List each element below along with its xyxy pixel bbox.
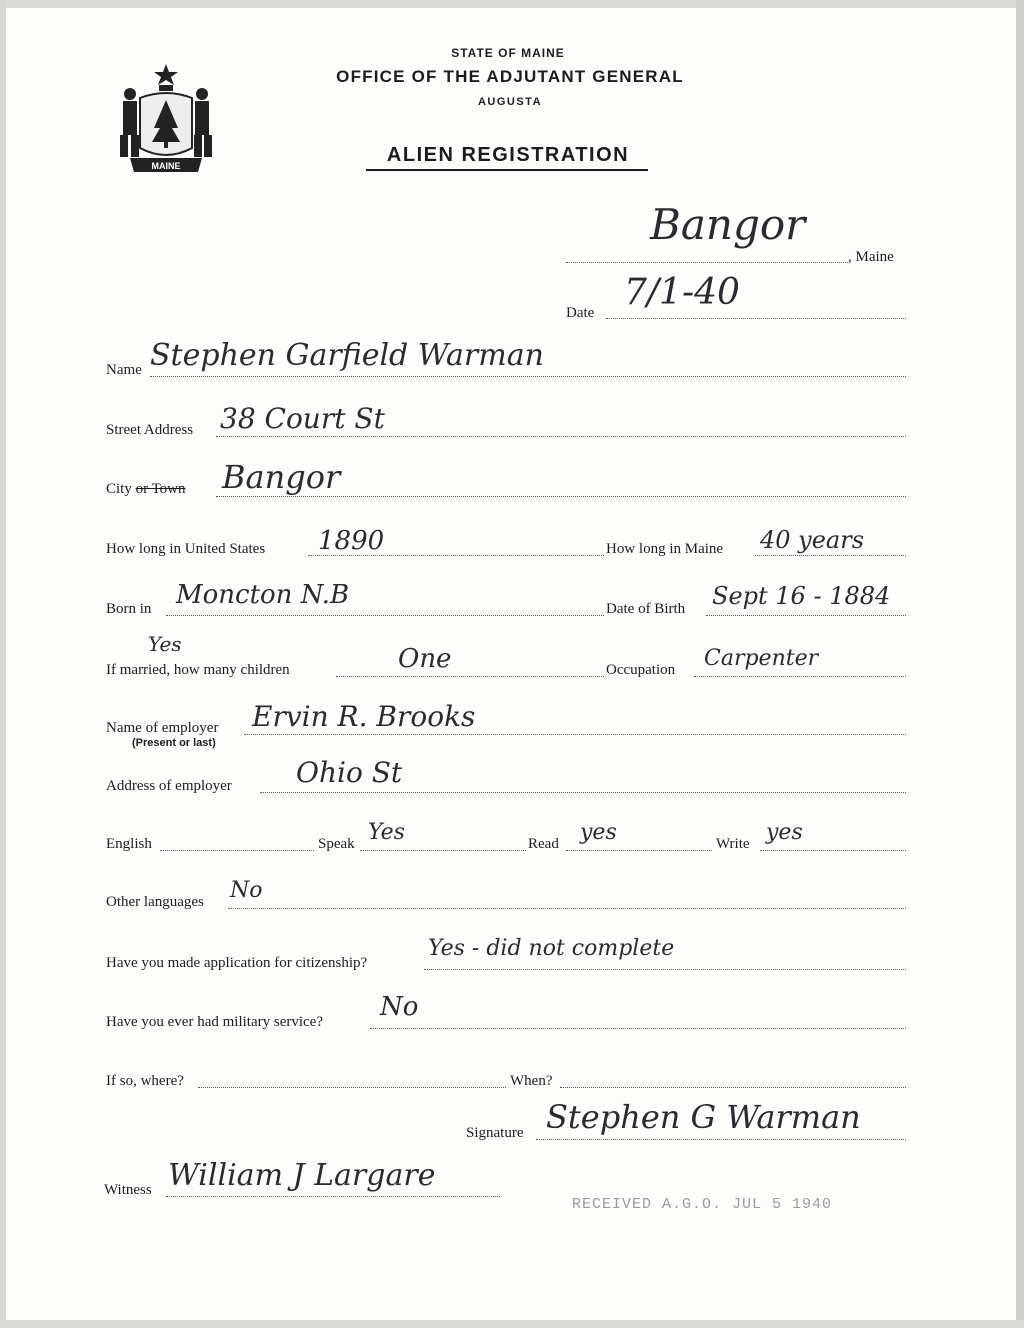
citizenship-field[interactable]: Yes - did not complete <box>428 936 675 961</box>
seal-lettering: MAINE <box>151 161 181 171</box>
occupation-field[interactable]: Carpenter <box>704 646 819 671</box>
city-label <box>106 481 186 498</box>
employer-address-label: Address of employer <box>106 778 232 794</box>
signature-label: Signature <box>466 1125 524 1141</box>
witness-label: Witness <box>104 1182 152 1198</box>
state-heading: STATE OF MAINE <box>451 46 565 60</box>
military-label: Have you ever had military service? <box>106 1014 323 1030</box>
date-line <box>606 318 906 319</box>
how-long-maine-line <box>755 555 906 556</box>
maine-suffix: , Maine <box>848 249 894 265</box>
form-title: ALIEN REGISTRATION <box>386 144 630 166</box>
date-of-birth-label: Date of Birth <box>606 601 686 617</box>
english-label: English <box>106 836 152 852</box>
witness-field[interactable]: William J Largare <box>168 1158 436 1193</box>
when-label: When? <box>510 1073 553 1089</box>
city-label-struck: or Town <box>135 481 186 497</box>
english-line <box>160 850 314 851</box>
title-underline <box>366 169 648 171</box>
citizenship-label: Have you made application for citizenship? <box>106 955 368 971</box>
how-long-us-field[interactable]: 1890 <box>318 526 385 556</box>
married-field[interactable]: Yes <box>148 632 182 656</box>
signature-line <box>536 1139 906 1140</box>
speak-label: Speak <box>318 836 355 852</box>
where-line <box>198 1087 506 1088</box>
write-line <box>760 850 906 851</box>
date-of-birth-field[interactable]: Sept 16 - 1884 <box>712 582 891 610</box>
present-or-last-note: (Present or last) <box>132 737 216 749</box>
how-long-maine-field[interactable]: 40 years <box>760 526 865 554</box>
city-line <box>216 496 906 497</box>
occupation-label: Occupation <box>606 662 676 678</box>
employer-field[interactable]: Ervin R. Brooks <box>252 700 476 733</box>
office-heading: OFFICE OF THE ADJUTANT GENERAL <box>336 67 684 86</box>
date-field[interactable]: 7/1-40 <box>624 272 740 313</box>
citizenship-line <box>424 969 906 970</box>
street-address-line <box>216 436 906 437</box>
born-in-field[interactable]: Moncton N.B <box>176 580 350 610</box>
place-line <box>566 262 848 263</box>
other-languages-label: Other languages <box>106 894 204 910</box>
read-line <box>566 850 712 851</box>
scan-edge-left <box>0 0 6 1328</box>
write-label: Write <box>716 836 750 852</box>
received-stamp: RECEIVED A.G.O. JUL 5 1940 <box>572 1196 833 1213</box>
scan-edge-bottom <box>0 1320 1024 1328</box>
other-languages-field[interactable]: No <box>230 878 263 903</box>
scan-edge-top <box>0 0 1024 8</box>
witness-line <box>166 1196 500 1197</box>
how-long-maine-label: How long in Maine <box>606 541 724 557</box>
if-married-label: If married, how many children <box>106 662 290 678</box>
name-line <box>150 376 906 377</box>
city-field[interactable]: Bangor <box>222 458 341 496</box>
born-in-label: Born in <box>106 601 152 617</box>
children-field[interactable]: One <box>398 644 452 674</box>
street-address-field[interactable]: 38 Court St <box>220 402 385 435</box>
scan-edge-right <box>1016 0 1024 1328</box>
employer-address-line <box>260 792 906 793</box>
speak-line <box>360 850 526 851</box>
speak-field[interactable]: Yes <box>368 820 405 845</box>
place-field[interactable]: Bangor <box>650 200 806 249</box>
employer-label: Name of employer <box>106 720 219 736</box>
date-of-birth-line <box>706 615 906 616</box>
street-address-label: Street Address <box>106 422 194 438</box>
name-label: Name <box>106 362 142 378</box>
city-label-text: City <box>106 481 136 497</box>
employer-line <box>244 734 906 735</box>
read-field[interactable]: yes <box>580 820 617 845</box>
signature-field[interactable]: Stephen G Warman <box>546 1098 861 1136</box>
military-field[interactable]: No <box>380 992 419 1022</box>
how-long-us-label: How long in United States <box>106 541 266 557</box>
city-heading: AUGUSTA <box>477 96 543 108</box>
born-in-line <box>166 615 604 616</box>
children-line <box>336 676 604 677</box>
military-line <box>370 1028 906 1029</box>
employer-address-field[interactable]: Ohio St <box>296 756 403 789</box>
when-line <box>560 1087 906 1088</box>
name-field[interactable]: Stephen Garfield Warman <box>150 338 544 373</box>
date-label: Date <box>566 305 595 321</box>
if-so-where-label: If so, where? <box>106 1073 184 1089</box>
read-label: Read <box>528 836 559 852</box>
occupation-line <box>694 676 906 677</box>
other-languages-line <box>228 908 906 909</box>
write-field[interactable]: yes <box>766 820 803 845</box>
